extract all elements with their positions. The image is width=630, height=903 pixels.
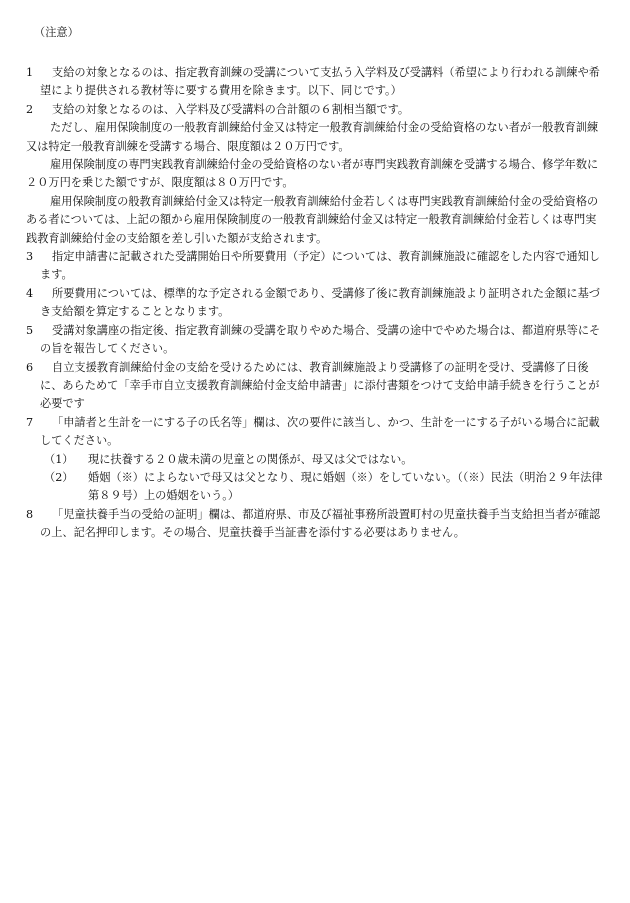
note-number: 8: [26, 507, 34, 521]
note-paragraph: 指定申請書に記載された受講開始日や所要費用（予定）については、教育訓練施設に確認をした内容で通知します。: [40, 250, 600, 282]
note-item-6: [26, 359, 604, 414]
note-number: 6: [26, 360, 34, 374]
sub-item-text: 現に扶養する２０歳未満の児童との関係が、母又は父ではない。: [88, 452, 413, 466]
note-item-7: [26, 414, 604, 506]
note-number: 7: [26, 415, 34, 429]
notes-list: [26, 64, 604, 543]
note-paragraph: 支給の対象となるのは、入学料及び受講料の合計額の６割相当額です。: [52, 102, 410, 116]
note-paragraph: 支給の対象となるのは、指定教育訓練の受講について支払う入学料及び受講料（希望により行われる訓練や希望により提供される教材等に要する費用を除きます。以下、同じです。）: [40, 66, 600, 98]
note-paragraph: 所要費用については、標準的な予定される金額であり、受講修了後に教育訓練施設より証明された金額に基づき支給額を算定することとなります。: [40, 286, 600, 319]
note-paragraph: 雇用保険制度の専門実践教育訓練給付金の受給資格のない者が専門実践教育訓練を受講する場合、修学年数に２０万円を乗じた額ですが、限度額は８０万円です。: [26, 158, 599, 190]
note-paragraph: ただし、雇用保険制度の一般教育訓練給付金又は特定一般教育訓練給付金の受給資格のない者が一般教育訓練又は特定一般教育訓練を受講する場合、限度額は２０万円です。: [26, 121, 599, 153]
note-item-8: [26, 506, 604, 543]
note-number: 1: [26, 66, 34, 79]
notes-heading: （注意）: [34, 26, 79, 39]
note-item-1: [26, 64, 604, 101]
note-number: 3: [26, 250, 34, 264]
note-item-4: [26, 285, 604, 322]
sub-item-number: （2）: [44, 470, 74, 484]
note-item-3: [26, 248, 604, 285]
note-number: 5: [26, 323, 34, 337]
note-paragraph: 自立支援教育訓練給付金の支給を受けるためには、教育訓練施設より受講修了の証明を受け、受講修了日後に、あらためて「幸手市自立支援教育訓練給付金支給申請書」に添付書類をつけて支給申請手続きを行うことが必要です: [40, 360, 600, 411]
sub-item-text: 婚姻（※）によらないで母又は父となり、現に婚姻（※）をしていない。（（※）民法（明治２９年法律第８９号）上の婚姻をいう。）: [88, 470, 603, 503]
note-item-5: [26, 322, 604, 359]
note-item-2: [26, 101, 604, 248]
sub-item-2: [42, 469, 604, 506]
note-paragraph: 雇用保険制度の般教育訓練給付金又は特定一般教育訓練給付金若しくは専門実践教育訓練給付金の受給資格のある者については、上記の額から雇用保険制度の一般教育訓練給付金又は特定一般教育訓練給付金若しくは専門実践教育訓練給付金の支給額を差し引いた額が支給されます。: [26, 194, 599, 245]
note-number: 2: [26, 102, 34, 116]
sub-item-1: [42, 451, 604, 469]
note-paragraph: 受講対象講座の指定後、指定教育訓練の受講を取りやめた場合、受講の途中でやめた場合は、都道府県等にその旨を報告してください。: [40, 323, 601, 356]
note-paragraph: 「児童扶養手当の受給の証明」欄は、都道府県、市及び福祉事務所設置町村の児童扶養手当支給担当者が確認の上、記名押印します。その場合、児童扶養手当証書を添付する必要はありません。: [40, 507, 601, 540]
note-paragraph: 「申請者と生計を一にする子の氏名等」欄は、次の要件に該当し、かつ、生計を一にする子がいる場合に記載してください。: [40, 415, 600, 448]
sub-item-number: （1）: [44, 452, 74, 466]
note-number: 4: [26, 286, 34, 300]
